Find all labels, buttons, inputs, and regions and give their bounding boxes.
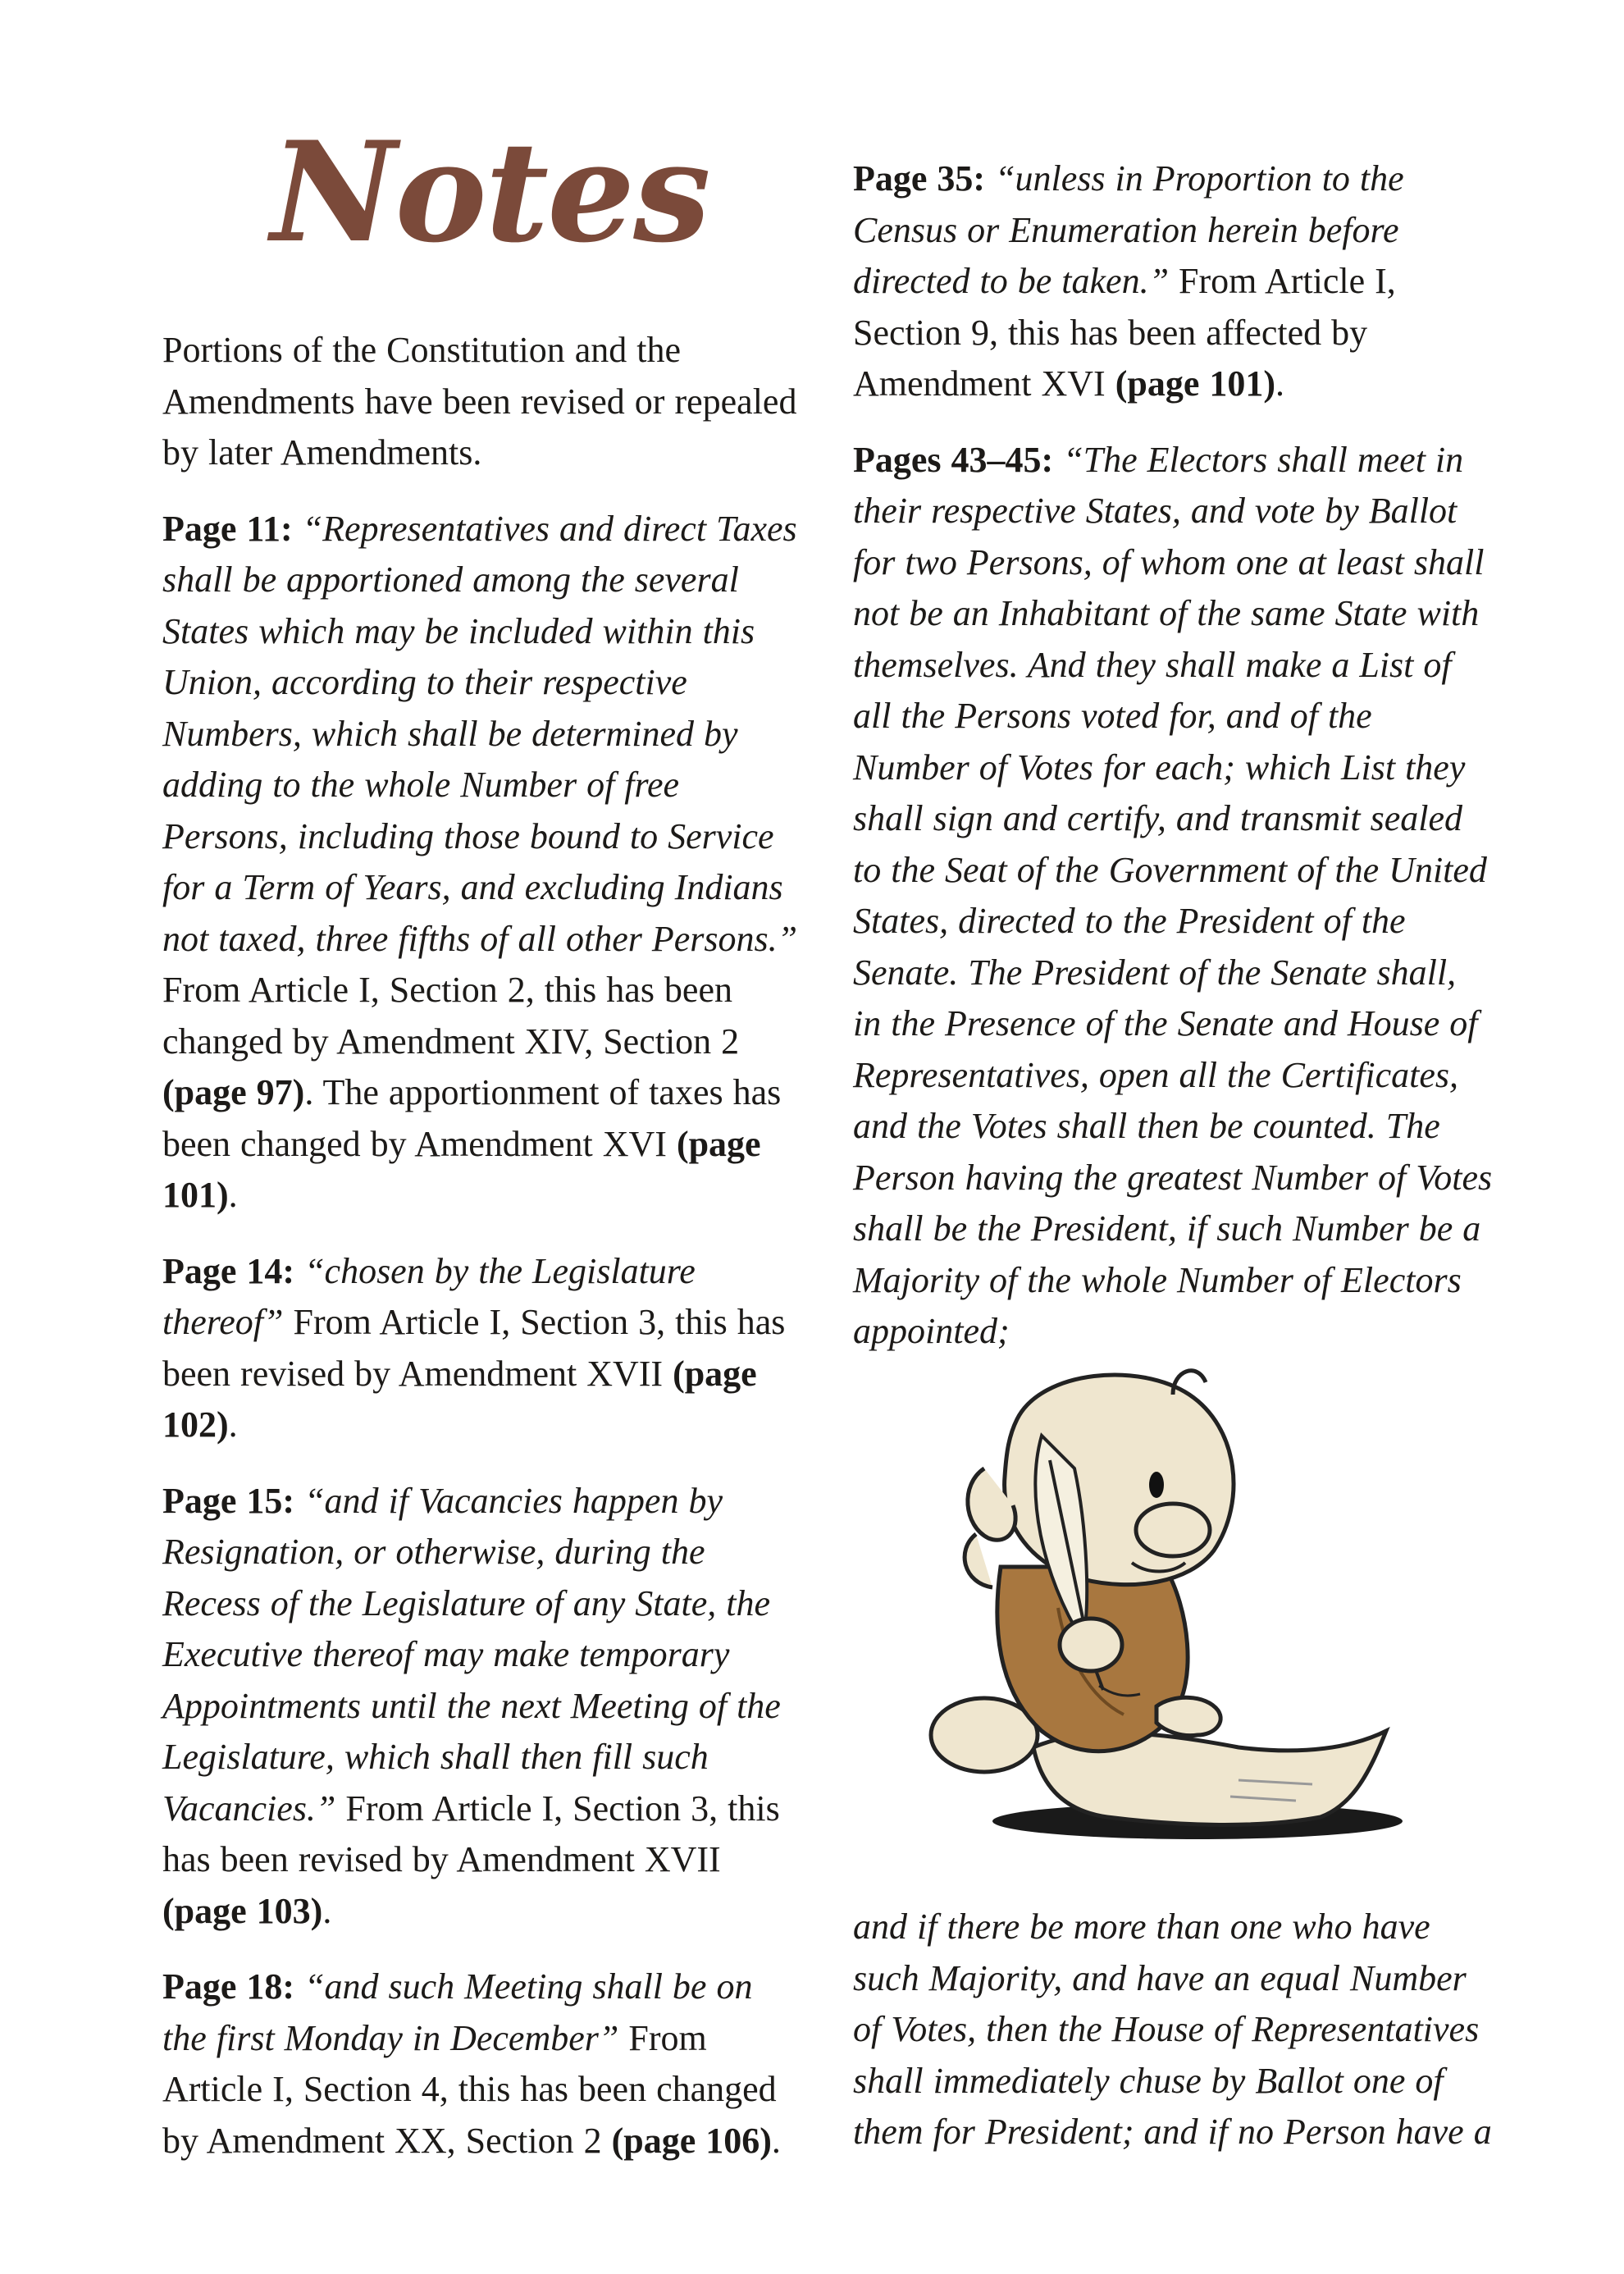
note-quote: “Representatives and direct Taxes shall be apportioned among the several States which may be included within this Union, according to their respective Numbers, which shall be determined by adding to the whole Number of free Persons, including those bound to Service for a Term of Years, and excluding Indians not taxed, three fifths of all other Persons.” [162,508,798,959]
note-page-ref: (page 101) [162,1123,761,1215]
eye-icon [1149,1472,1164,1498]
note-pages-43-45 [853,435,1493,1358]
note-page-ref: (page 103) [162,1890,323,1931]
hand-icon [1060,1619,1122,1671]
note-page-ref: (page 102) [162,1353,757,1445]
note-text: From Article I, Section 3, this has been revised by Amendment XVII [162,1788,780,1879]
note-end: . [771,2120,781,2161]
note-page-15 [162,1476,802,1938]
note-label: Page 15: [162,1480,295,1521]
note-page-ref: (page 101) [1115,363,1276,404]
note-page-11 [162,504,802,1221]
note-page-35 [853,153,1493,410]
note-quote: “and such Meeting shall be on the first Monday in December” [162,1966,753,2058]
note-label: Page 11: [162,508,293,549]
quill-writer-illustration [927,1362,1419,1854]
note-text: . The apportionment of taxes has been changed by Amendment XVI [162,1072,782,1164]
note-label: Page 14: [162,1250,295,1291]
note-page-18 [162,1961,802,2167]
nose-icon [1136,1504,1210,1556]
note-text: From Article I, Section 3, this has been revised by Amendment XVII [162,1302,786,1394]
note-quote: “chosen by the Legislature thereof” [162,1250,696,1342]
note-page-ref: (page 106) [611,2120,772,2161]
note-end: . [1275,363,1285,404]
note-end: . [228,1175,238,1215]
continuation-quote: and if there be more than one who have such Majority, and have an equal Number of Votes, then the House of Representatives shall immediately chuse by Ballot one of them for President; and if no Person have a [853,1906,1492,2152]
note-page-14 [162,1246,802,1451]
page-title: Notes [271,111,709,273]
note-text: From Article I, Section 9, this has been affected by Amendment XVI [853,261,1396,404]
note-quote: “and if Vacancies happen by Resignation, or otherwise, during the Recess of the Legislature of any State, the Executive thereof may make temporary Appointments until the next Meeting of the Legislature, which shall then fill such Vacancies.” [162,1480,781,1829]
intro-paragraph: Portions of the Constitution and the Amendments have been revised or repealed by later Amendments. [162,330,797,473]
note-end: . [322,1890,332,1931]
hand-right-icon [1156,1697,1220,1735]
right-column [853,153,1493,1382]
note-text: From Article I, Section 4, this has been changed by Amendment XX, Section 2 [162,2017,777,2161]
note-page-ref: (page 97) [162,1072,305,1112]
right-column-continued [853,1902,1493,2183]
note-quote: “unless in Proportion to the Census or Enumeration herein before directed to be taken.” [853,158,1404,301]
note-text: From Article I, Section 2, this has been changed by Amendment XIV, Section 2 [162,970,740,1062]
left-column [162,325,802,2191]
note-quote: “The Electors shall meet in their respective States, and vote by Ballot for two Persons, of whom one at least shall not be an Inhabitant of the same State with themselves. And they shall make a List of all the Persons voted for, and of the Number of Votes for each; which List they shall sign and certify, and transmit sealed to the Seat of the Government of the United States, directed to the President of the Senate. The President of the Senate shall, in the Presence of the Senate and House of Representatives, open all the Certificates, and the Votes shall then be counted. The Person having the greatest Number of Votes shall be the President, if such Number be a Majority of the whole Number of Electors appointed; [853,439,1493,1351]
note-label: Page 18: [162,1966,295,2007]
note-end: . [228,1404,238,1445]
note-label: Pages 43–45: [853,439,1054,480]
note-label: Page 35: [853,158,986,199]
